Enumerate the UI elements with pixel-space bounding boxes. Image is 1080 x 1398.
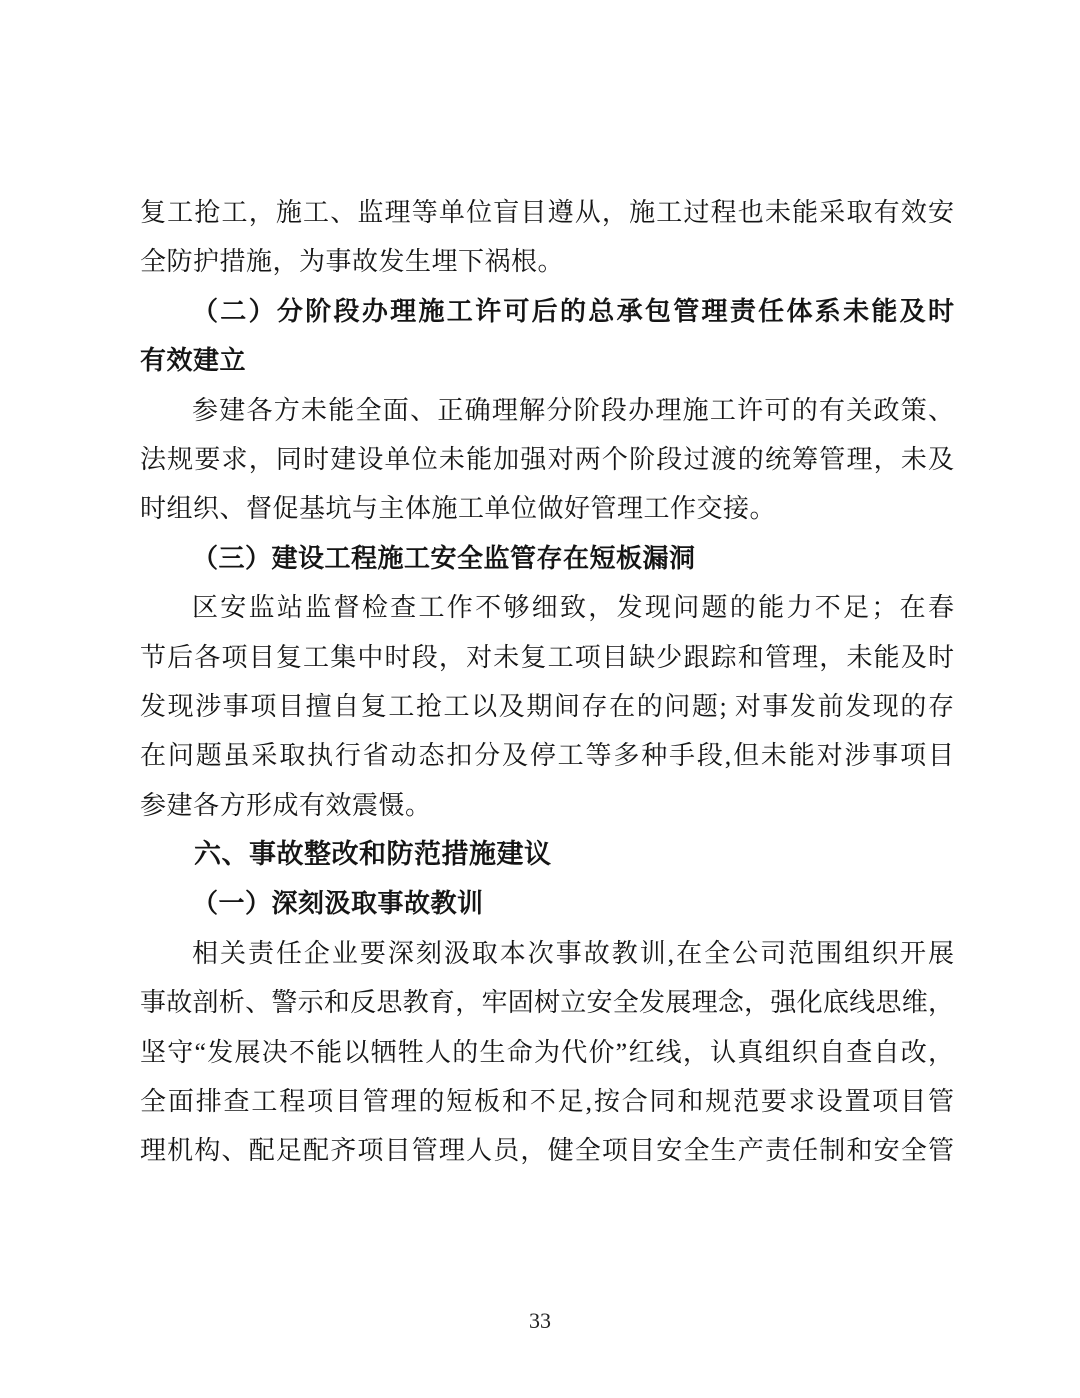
- text-line: 理机构、配足配齐项目管理人员，健全项目安全生产责任制和安全管: [140, 1136, 954, 1166]
- text-line: 全面排查工程项目管理的短板和不足,按合同和规范要求设置项目管: [140, 1087, 954, 1117]
- text-line: 在问题虽采取执行省动态扣分及停工等多种手段,但未能对涉事项目: [140, 741, 954, 771]
- text-line: 区安监站监督检查工作不够细致，发现问题的能力不足；在春: [192, 593, 954, 623]
- text-line: 相关责任企业要深刻汲取本次事故教训,在全公司范围组织开展: [192, 938, 954, 968]
- text-line: 复工抢工，施工、监理等单位盲目遵从，施工过程也未能采取有效安: [140, 198, 954, 227]
- page-number: 33: [529, 1308, 551, 1333]
- text-line: 参建各方形成有效震慑。: [140, 790, 432, 820]
- text-line: （一）深刻汲取事故教训: [192, 889, 484, 919]
- text-line: 坚守“发展决不能以牺牲人的生命为代价”红线，认真组织自查自改，: [140, 1037, 954, 1067]
- text-line: 全防护措施，为事故发生埋下祸根。: [140, 247, 565, 277]
- document-text: [140, 188, 954, 1176]
- text-line: 节后各项目复工集中时段，对未复工项目缺少跟踪和管理，未能及时: [140, 642, 954, 672]
- text-line: 有效建立: [140, 346, 247, 376]
- text-line: 法规要求，同时建设单位未能加强对两个阶段过渡的统筹管理，未及: [140, 444, 954, 474]
- text-line: （二）分阶段办理施工许可后的总承包管理责任体系未能及时: [192, 296, 954, 326]
- text-line: 六、事故整改和防范措施建议: [194, 839, 552, 870]
- text-line: 发现涉事项目擅自复工抢工以及期间存在的问题; 对事发前发现的存: [140, 691, 954, 721]
- text-line: 时组织、督促基坑与主体施工单位做好管理工作交接。: [140, 494, 777, 524]
- text-line: 事故剖析、警示和反思教育，牢固树立安全发展理念，强化底线思维，: [140, 988, 954, 1018]
- text-line: （三）建设工程施工安全监管存在短板漏洞: [192, 543, 696, 573]
- text-line: 参建各方未能全面、正确理解分阶段办理施工许可的有关政策、: [192, 395, 954, 425]
